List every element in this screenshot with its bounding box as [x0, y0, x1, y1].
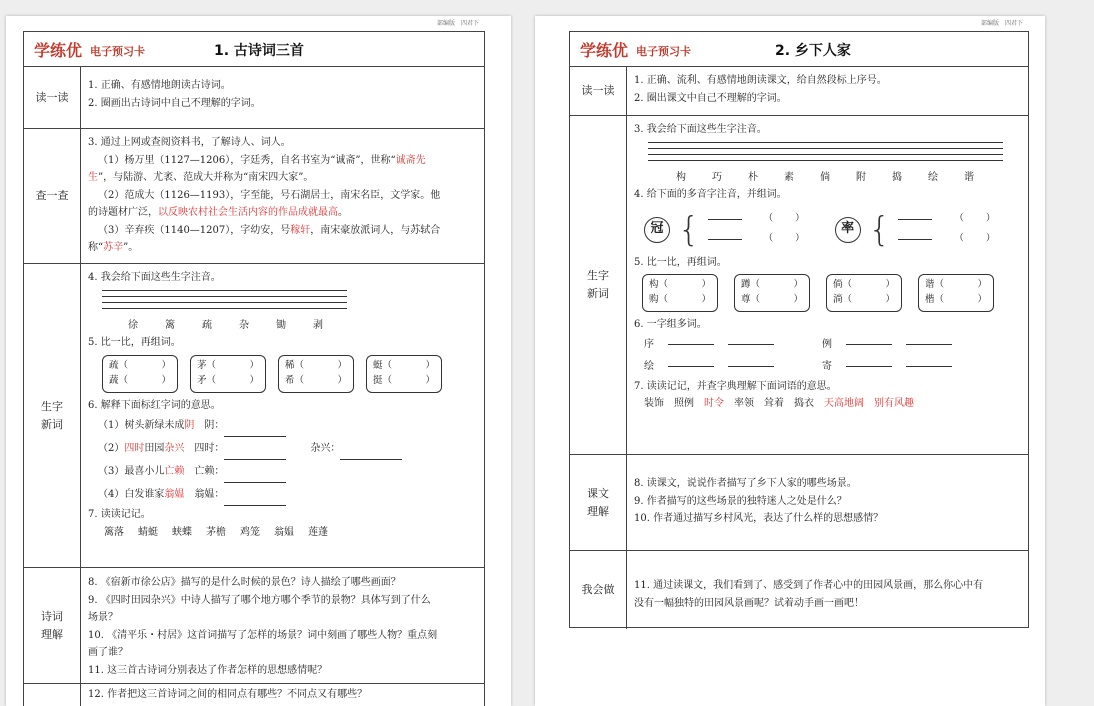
q8: 8. 读课文，说说作者描写了乡下人家的哪些场景。 — [634, 478, 857, 489]
pinyin-lines — [102, 290, 347, 314]
q9: 9. 《四时田园杂兴》中诗人描写了哪个地方哪个季节的景物？具体写到了什么 — [88, 594, 431, 606]
text: ） — [977, 294, 987, 306]
q12: 12. 作者把这三首诗词之间的相同点有哪些？不同点又有哪些？ — [88, 689, 368, 700]
answer-blank[interactable] — [668, 366, 714, 367]
preview-table — [23, 31, 485, 706]
text: 。 — [338, 207, 348, 218]
char: 寄 — [822, 360, 832, 372]
do-row — [570, 551, 1028, 629]
next-row — [24, 684, 484, 706]
poem-row — [24, 568, 484, 684]
highlight: 生 — [88, 172, 98, 183]
q9: 9. 作者描写的这些场景的独特迷人之处是什么？ — [634, 495, 847, 507]
brace-icon: { — [678, 209, 700, 250]
words-label: 生字新词 — [24, 264, 81, 567]
word: 时令 — [704, 398, 724, 409]
read-label: 读一读 — [570, 67, 627, 115]
polyphone-2 — [835, 210, 996, 250]
words-content — [81, 264, 484, 567]
q10: 10. 《清平乐・村居》这首词描写了怎样的场景？词中刻画了哪些人物？重点刻 — [88, 629, 438, 641]
q11: 11. 通过读课文，我们看到了、感受到了作者心中的田园风景画，那么你心中有 — [634, 580, 984, 591]
text: ） — [793, 294, 803, 306]
text: 阴： — [194, 420, 225, 431]
highlight: 四时 — [124, 443, 145, 454]
word: 蜻蜓 — [138, 526, 158, 538]
preview-table — [569, 31, 1029, 628]
char: 附 — [856, 171, 866, 183]
answer-blank[interactable] — [898, 219, 932, 220]
word: 装饰 — [644, 398, 664, 409]
q9-cont: 场景？ — [88, 612, 118, 623]
char: 例 — [822, 338, 832, 350]
highlight: 阴 — [184, 420, 195, 431]
char: 篱 — [165, 319, 175, 331]
poem-content — [81, 568, 484, 683]
answer-blank[interactable] — [668, 344, 714, 345]
word: 天高地阔 — [824, 398, 864, 409]
do-label: 我会做 — [570, 551, 627, 629]
char: 杂 — [239, 319, 249, 331]
text: ） — [425, 374, 435, 386]
words-content — [627, 116, 1028, 454]
lesson-title: 2. 乡下人家 — [775, 43, 851, 59]
text: 购（ — [649, 294, 669, 306]
q6-item-4 — [88, 483, 478, 506]
check-row — [24, 129, 484, 264]
text: 挺（ — [373, 374, 393, 386]
q6-item-3 — [88, 460, 478, 483]
highlight: 苏辛 — [103, 242, 124, 253]
text: 淌（ — [833, 294, 853, 306]
text: 楷（ — [925, 294, 945, 306]
text: ） — [337, 374, 347, 386]
understand-content — [627, 455, 1028, 550]
q7: 7. 读读记记。 — [88, 509, 151, 520]
brace-icon: { — [868, 209, 891, 250]
q4: 4. 给下面的多音字注音，并组词。 — [634, 189, 787, 200]
text: 尊（ — [741, 294, 761, 306]
text: ） — [337, 359, 347, 371]
text: （ — [954, 213, 964, 225]
text: 杂兴： — [310, 443, 341, 454]
char: 锄 — [276, 319, 286, 331]
text: ） — [701, 294, 711, 306]
text: ） — [977, 279, 987, 290]
title-row — [570, 32, 1028, 67]
compare-box — [826, 274, 902, 312]
words-row — [570, 116, 1028, 455]
text: ） — [795, 233, 805, 245]
text: ） — [985, 233, 996, 245]
read-item-1: 1. 正确、有感情地朗读古诗词。 — [88, 80, 231, 91]
char: 序 — [644, 338, 654, 350]
highlight: 杂兴 — [164, 443, 185, 454]
text: （ — [954, 233, 964, 245]
word: 捣衣 — [794, 398, 814, 409]
q5: 5. 比一比，再组词。 — [88, 337, 181, 348]
poem-label: 诗词理解 — [24, 568, 81, 683]
check-label: 查一查 — [24, 129, 81, 263]
char: 绘 — [928, 171, 938, 183]
do-content — [627, 551, 1028, 629]
text: 亡赖： — [184, 466, 225, 477]
q10-cont: 画了谁？ — [88, 647, 128, 658]
understand-row — [570, 455, 1028, 551]
check-item-1 — [88, 152, 478, 170]
text: ） — [885, 279, 895, 290]
text: 谐（ — [925, 279, 945, 290]
compare-box — [190, 355, 266, 393]
left-page — [6, 16, 511, 706]
words-label: 生字新词 — [570, 116, 627, 454]
char: 构 — [676, 171, 686, 183]
check-content — [81, 129, 484, 263]
words-row — [24, 264, 484, 568]
highlight: 诚斋先 — [395, 154, 426, 166]
read-item-2: 2. 圈画出古诗词中自己不理解的字词。 — [88, 97, 261, 109]
text: ） — [701, 279, 711, 290]
text: 构（ — [649, 279, 669, 290]
text: 希（ — [285, 374, 305, 386]
q7-words — [88, 524, 478, 542]
compare-box — [642, 274, 718, 312]
read-row — [24, 67, 484, 129]
char: 朴 — [748, 171, 758, 183]
word: 篱落 — [104, 526, 124, 538]
text: ，南宋豪放派词人，与苏轼合 — [310, 224, 441, 236]
answer-blank[interactable] — [224, 505, 286, 506]
text: 稀（ — [285, 359, 305, 371]
answer-blank[interactable] — [906, 344, 952, 345]
q6-item-1 — [88, 414, 478, 437]
highlight: 亡赖 — [164, 466, 185, 477]
char: 捣 — [892, 171, 902, 183]
char: 疏 — [202, 319, 212, 331]
read-label: 读一读 — [24, 67, 81, 128]
text: （ — [763, 233, 774, 245]
text: （ — [763, 213, 774, 225]
word: 别有风趣 — [874, 398, 914, 409]
text: 蔬（ — [109, 374, 129, 386]
q5-boxes — [102, 355, 478, 393]
check-item-3 — [88, 222, 478, 240]
compare-box — [918, 274, 994, 312]
text: ） — [161, 374, 171, 386]
text: 蜓（ — [373, 359, 393, 371]
text: ） — [425, 359, 435, 371]
check-item-2-cont — [88, 204, 478, 222]
q8: 8. 《宿新市徐公店》描写的是什么时候的景色？诗人描绘了哪些画面？ — [88, 577, 401, 588]
word: 莲蓬 — [308, 526, 328, 538]
text: ） — [249, 374, 259, 386]
text: 倘（ — [833, 279, 853, 290]
next-label — [24, 684, 81, 706]
header-note: 部编版 四君下 — [436, 20, 479, 27]
text: 疏（ — [109, 359, 129, 371]
check-item-2: （2）范成大（1126—1193），字至能，号石湖居士，南宋名臣，文学家。他 — [98, 189, 441, 201]
q4: 4. 我会给下面这些生字注音。 — [88, 272, 221, 283]
word: 蛱蝶 — [172, 526, 192, 538]
check-item-1-cont — [88, 169, 478, 187]
q7-words — [634, 395, 1022, 413]
read-content — [627, 67, 1028, 115]
q7: 7. 读读记记，并查字典理解下面词语的意思。 — [634, 380, 837, 392]
polyphone-lines — [898, 210, 995, 250]
text: ） — [161, 359, 171, 371]
read-item-2: 2. 圈出课文中自己不理解的字词。 — [634, 92, 787, 104]
highlight: 稼轩 — [290, 224, 311, 236]
text: （3）辛弃疾（1140—1207），字幼安，号 — [98, 224, 291, 236]
brand-subtitle: 电子预习卡 — [90, 45, 145, 58]
answer-blank[interactable] — [728, 344, 774, 345]
text: ） — [793, 279, 803, 290]
text: ”。 — [123, 242, 139, 253]
q6: 6. 解释下面标红字词的意思。 — [88, 399, 221, 411]
check-intro: 3. 通过上网或查阅资料书，了解诗人、词人。 — [88, 137, 291, 148]
char: 剥 — [313, 319, 323, 331]
q11-cont: 没有一幅独特的田园风景画呢？试着动手画一画吧！ — [634, 597, 864, 609]
text: （3）最喜小儿 — [98, 466, 165, 477]
polyphone-group — [634, 204, 1022, 254]
compare-box — [102, 355, 178, 393]
compare-box — [278, 355, 354, 393]
answer-blank[interactable] — [708, 219, 742, 220]
q6: 6. 一字组多词。 — [634, 319, 707, 330]
answer-blank[interactable] — [846, 366, 892, 367]
pinyin-lines — [648, 142, 1003, 166]
text: 田园 — [144, 443, 165, 454]
next-content — [81, 684, 484, 706]
char: 素 — [784, 171, 794, 183]
answer-blank[interactable] — [906, 366, 952, 367]
polyphone-1 — [644, 210, 805, 250]
polyphone-char: 率 — [835, 217, 861, 243]
lesson-title: 1. 古诗词三首 — [214, 43, 304, 59]
char: 谐 — [964, 171, 974, 183]
answer-blank[interactable] — [846, 344, 892, 345]
word: 照例 — [674, 398, 694, 409]
read-row — [570, 67, 1028, 116]
text: 称“ — [88, 242, 104, 253]
brand-subtitle: 电子预习卡 — [636, 45, 691, 58]
brand-logo: 学练优 — [580, 41, 629, 60]
word: 率领 — [734, 398, 754, 409]
text: ） — [885, 294, 895, 306]
word: 耸着 — [764, 398, 784, 409]
char: 巧 — [712, 171, 722, 183]
text: 四时： — [184, 443, 225, 454]
text: 茅（ — [197, 359, 217, 371]
q5: 5. 比一比，再组词。 — [634, 256, 727, 268]
header-note: 部编版 四君下 — [980, 20, 1023, 27]
read-item-1: 1. 正确、流利、有感情地朗读课文，给自然段标上序号。 — [634, 75, 887, 86]
text: （1）杨万里（1127—1206），字廷秀，自名书室为“诚斋”，世称“ — [98, 154, 396, 166]
answer-blank[interactable] — [708, 239, 742, 240]
q3-chars — [634, 169, 1022, 187]
text: （1）树头新绿未成 — [98, 420, 185, 431]
compare-box — [366, 355, 442, 393]
right-page — [535, 16, 1045, 706]
answer-blank[interactable] — [728, 366, 774, 367]
text: 翁媪： — [184, 489, 225, 500]
text: 的诗题材广泛， — [88, 207, 158, 218]
compare-box — [734, 274, 810, 312]
text: （4）白发谁家 — [98, 489, 165, 500]
q3: 3. 我会给下面这些生字注音。 — [634, 124, 767, 135]
q5-boxes — [642, 274, 1022, 312]
word: 鸡笼 — [240, 526, 260, 538]
q11: 11. 这三首古诗词分别表达了作者怎样的思想感情呢？ — [88, 664, 328, 676]
word: 翁媪 — [274, 526, 294, 538]
text: ） — [795, 213, 805, 225]
q10: 10. 作者通过描写乡村风光，表达了什么样的思想感情？ — [634, 513, 884, 524]
polyphone-char: 冠 — [644, 217, 670, 243]
title-row — [24, 32, 484, 67]
text: 矛（ — [197, 374, 217, 386]
text: （2） — [98, 443, 125, 454]
text: ） — [985, 213, 996, 225]
text: ”，与陆游、尤袤、范成大并称为“南宋四大家”。 — [98, 172, 314, 183]
polyphone-lines — [708, 210, 805, 250]
answer-blank[interactable] — [898, 239, 932, 240]
check-item-3-cont — [88, 239, 478, 257]
brand-logo: 学练优 — [34, 41, 83, 60]
highlight: 翁媪 — [164, 489, 185, 500]
text: 蹲（ — [741, 279, 761, 290]
text: ） — [249, 359, 259, 371]
understand-label: 课文理解 — [570, 455, 627, 550]
q4-chars — [88, 317, 478, 335]
q6-item-2 — [88, 437, 478, 460]
char: 绘 — [644, 360, 654, 372]
char: 倘 — [820, 171, 830, 183]
q6-grid — [634, 334, 1022, 378]
read-content — [81, 67, 484, 128]
char: 徐 — [128, 319, 138, 331]
highlight: 以反映农村社会生活内容的作品成就最高 — [158, 207, 338, 218]
word: 茅檐 — [206, 526, 226, 538]
answer-blank[interactable] — [340, 459, 402, 460]
